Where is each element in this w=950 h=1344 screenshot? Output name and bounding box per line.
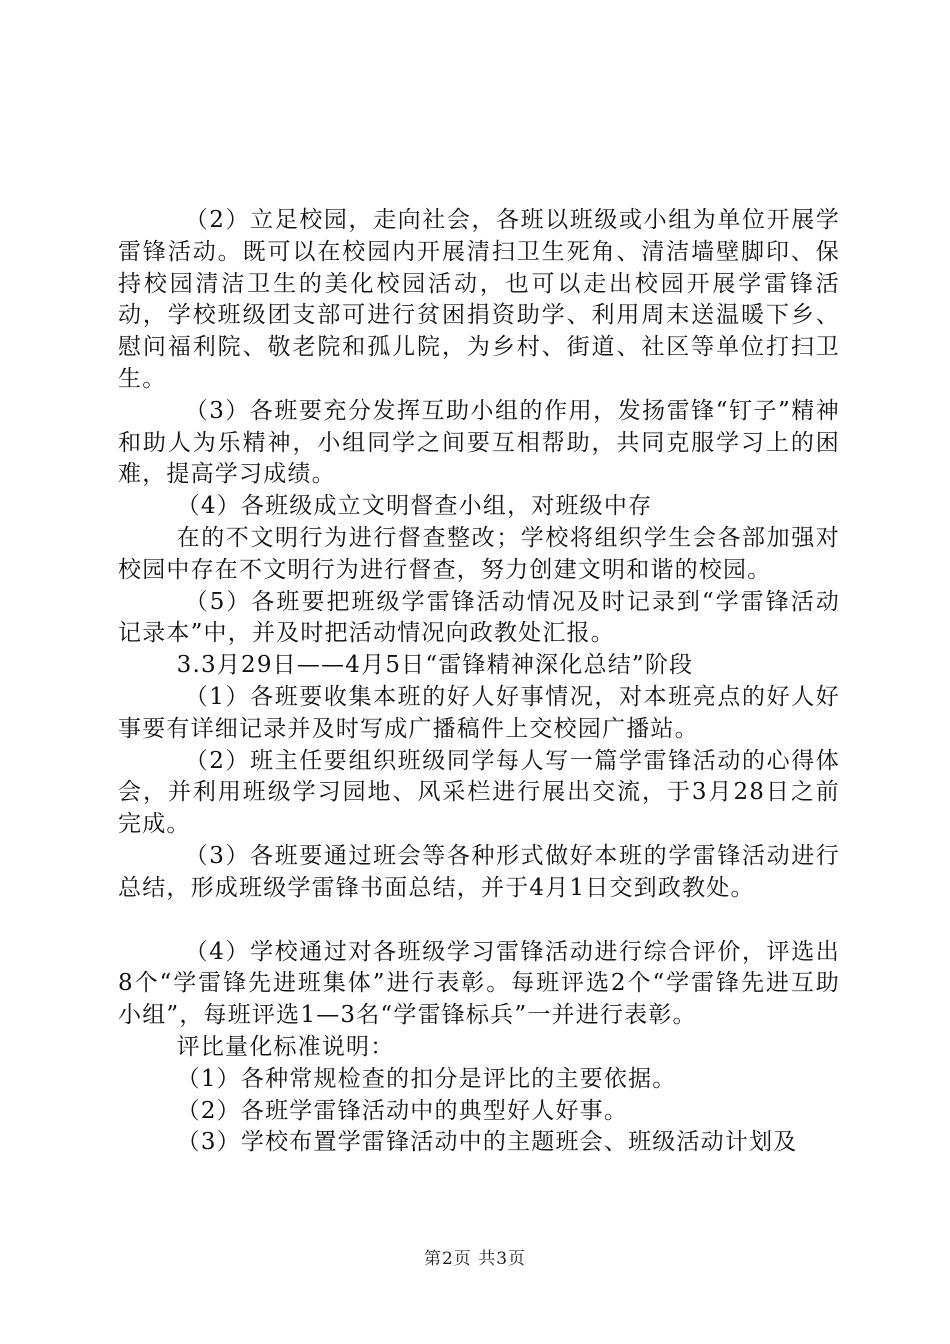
paragraph-campus-activities: （2）立足校园，走向社会，各班以班级或小组为单位开展学雷锋活动。既可以在校园内开展清扫卫生死角、清洁墙壁脚印、保持校园清洁卫生的美化校园活动，也可以走出校园开展学雷锋活动，学校班级团支部可进行贫困捐资助学、利用周末送温暖下乡、慰问福利院、敬老院和孤儿院，为乡村、街道、社区等单位打扫卫生。 <box>118 207 840 392</box>
paragraph-civility-inspection-cont: 在的不文明行为进行督查整改；学校将组织学生会各部加强对校园中存在不文明行为进行督查，努力创建文明和谐的校园。 <box>118 524 840 583</box>
paragraph-good-deeds: （1）各班要收集本班的好人好事情况，对本班亮点的好人好事要有详细记录并及时写成广播稿件上交校园广播站。 <box>118 683 840 742</box>
paragraph-class-summary: （3）各班要通过班会等各种形式做好本班的学雷锋活动进行总结，形成班级学雷锋书面总结，并于4月1日交到政教处。 <box>118 842 840 901</box>
paragraph-criteria-heading: 评比量化标准说明： <box>176 1033 395 1060</box>
page-number-footer: 第2页 共3页 <box>423 1249 527 1269</box>
paragraph-criterion-1: （1）各种常规检查的扣分是评比的主要依据。 <box>176 1065 677 1092</box>
paragraph-mutual-aid-groups: （3）各班要充分发挥互助小组的作用，发扬雷锋“钉子”精神和助人为乐精神，小组同学之间要互相帮助，共同克服学习上的困难，提高学习成绩。 <box>118 397 840 488</box>
paragraph-civility-inspection: （4）各班级成立文明督查小组，对班级中存 <box>176 493 653 520</box>
document-body <box>118 205 840 1159</box>
section-heading-summary-stage: 3.3月29日——4月5日“雷锋精神深化总结”阶段 <box>176 652 694 679</box>
paragraph-reflections: （2）班主任要组织班级同学每人写一篇学雷锋活动的心得体会，并利用班级学习园地、风采栏进行展出交流，于3月28日之前完成。 <box>118 747 840 838</box>
paragraph-criterion-3: （3）学校布置学雷锋活动中的主题班会、班级活动计划及 <box>176 1129 798 1156</box>
paragraph-activity-records: （5）各班要把班级学雷锋活动情况及时记录到“学雷锋活动记录本”中，并及时把活动情况向政教处汇报。 <box>118 588 840 647</box>
paragraph-evaluation-awards: （4）学校通过对各班级学习雷锋活动进行综合评价，评选出8个“学雷锋先进班集体”进行表彰。每班评选2个“学雷锋先进互助小组”，每班评选1—3名“学雷锋标兵”一并进行表彰。 <box>118 938 840 1029</box>
paragraph-criterion-2: （2）各班学雷锋活动中的典型好人好事。 <box>176 1097 629 1124</box>
paragraph-gap <box>118 905 840 937</box>
